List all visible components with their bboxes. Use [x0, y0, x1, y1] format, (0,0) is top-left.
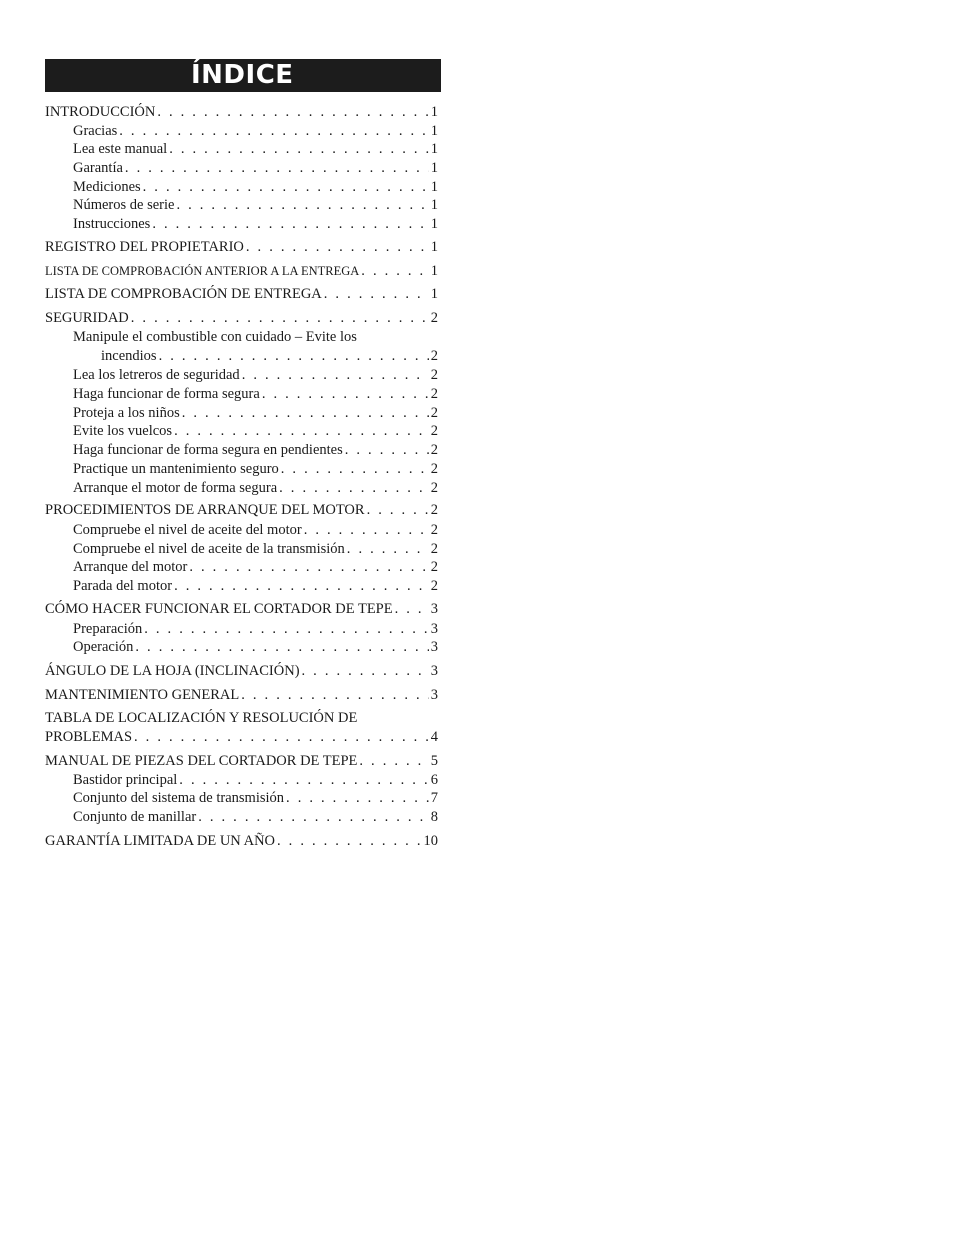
toc-entry[interactable] — [73, 521, 438, 540]
toc-label: Manipule el combustible con cuidado – Evite los — [73, 329, 357, 345]
toc-entry[interactable] — [73, 789, 438, 808]
toc-leader — [367, 501, 429, 520]
toc-label: Bastidor principal — [73, 772, 178, 788]
toc-leader — [304, 521, 429, 540]
toc-page: 1 — [430, 197, 438, 213]
toc-page: 3 — [430, 601, 438, 617]
toc-entry[interactable] — [73, 540, 438, 559]
toc-label: Parada del motor — [73, 578, 173, 594]
toc-label: REGISTRO DEL PROPIETARIO — [45, 239, 244, 255]
toc-label: CÓMO HACER FUNCIONAR EL CORTADOR DE TEPE — [45, 601, 393, 617]
toc-label: GARANTÍA LIMITADA DE UN AÑO — [45, 833, 276, 849]
toc-leader — [242, 366, 429, 385]
toc-leader — [345, 441, 429, 460]
toc-label: TABLA DE LOCALIZACIÓN Y RESOLUCIÓN DE — [45, 710, 358, 726]
toc-entry[interactable] — [45, 686, 438, 705]
toc-entry[interactable] — [73, 178, 438, 197]
toc-entry[interactable] — [73, 558, 438, 577]
toc-page: 3 — [430, 663, 438, 679]
toc-label: Haga funcionar de forma segura en pendientes — [73, 442, 343, 458]
toc-page: 2 — [430, 386, 438, 402]
toc-label: Preparación — [73, 621, 143, 637]
toc-entry[interactable] — [73, 159, 438, 178]
toc-leader — [241, 686, 429, 705]
toc-entry[interactable] — [73, 808, 438, 827]
toc-entry[interactable] — [73, 196, 438, 215]
toc-leader — [262, 385, 429, 404]
toc-entry[interactable] — [45, 832, 438, 851]
toc-leader — [182, 404, 429, 423]
toc-page: 2 — [430, 405, 438, 421]
toc-page: 2 — [430, 480, 438, 496]
toc-page: 2 — [430, 310, 438, 326]
toc-entry[interactable] — [73, 460, 438, 479]
toc-page: 1 — [430, 179, 438, 195]
toc-entry[interactable] — [73, 366, 438, 385]
toc-page: 8 — [430, 809, 438, 825]
toc-leader — [135, 638, 428, 657]
toc-page: 2 — [430, 442, 438, 458]
toc-page: 5 — [430, 753, 438, 769]
toc-leader — [361, 262, 428, 281]
toc-entry[interactable] — [45, 103, 438, 122]
toc-entry[interactable] — [45, 600, 438, 619]
toc-leader — [286, 789, 429, 808]
toc-page: 2 — [430, 578, 438, 594]
toc-leader — [143, 178, 429, 197]
toc-entry[interactable] — [73, 215, 438, 234]
toc-page: 1 — [430, 286, 438, 302]
toc-label: MANUAL DE PIEZAS DEL CORTADOR DE TEPE — [45, 753, 358, 769]
toc-label: Garantía — [73, 160, 123, 176]
toc-label: Lea los letreros de seguridad — [73, 367, 240, 383]
toc-leader — [131, 309, 429, 328]
toc-page: 1 — [430, 216, 438, 232]
toc-leader — [347, 540, 429, 559]
toc-label: Arranque del motor — [73, 559, 188, 575]
toc-entry[interactable] — [45, 238, 438, 257]
toc-label: Operación — [73, 639, 134, 655]
toc-leader — [281, 460, 429, 479]
toc-label: Mediciones — [73, 179, 141, 195]
toc-label: Haga funcionar de forma segura — [73, 386, 260, 402]
toc-page: 1 — [430, 239, 438, 255]
toc-leader — [279, 479, 429, 498]
toc-page: 2 — [430, 502, 438, 518]
toc-leader — [179, 771, 428, 790]
toc-leader — [198, 808, 429, 827]
toc-entry[interactable] — [73, 385, 438, 404]
toc-entry[interactable] — [45, 728, 438, 747]
toc-page: 1 — [430, 160, 438, 176]
toc-leader — [125, 159, 429, 178]
toc-leader — [359, 752, 428, 771]
toc-entry[interactable] — [73, 422, 438, 441]
toc-entry[interactable] — [73, 638, 438, 657]
toc-label: Evite los vuelcos — [73, 423, 173, 439]
toc-label: Conjunto del sistema de transmisión — [73, 790, 285, 806]
toc-entry[interactable] — [45, 752, 438, 771]
toc-label: Arranque el motor de forma segura — [73, 480, 278, 496]
toc-label: Conjunto de manillar — [73, 809, 197, 825]
toc-label: PROCEDIMIENTOS DE ARRANQUE DEL MOTOR — [45, 502, 365, 518]
toc-label: Compruebe el nivel de aceite de la transmisión — [73, 541, 345, 557]
toc-label: SEGURIDAD — [45, 310, 129, 326]
toc-label: MANTENIMIENTO GENERAL — [45, 687, 240, 703]
toc-label: Proteja a los niños — [73, 405, 180, 421]
toc-page: 6 — [430, 772, 438, 788]
toc-leader — [277, 832, 421, 851]
toc-label: PROBLEMAS — [45, 729, 133, 745]
toc-leader — [246, 238, 429, 257]
toc-leader — [152, 215, 428, 234]
toc-entry[interactable] — [73, 479, 438, 498]
toc-entry[interactable] — [45, 309, 438, 328]
toc-label: Lea este manual — [73, 141, 168, 157]
toc-entry[interactable] — [101, 347, 438, 366]
toc-page: 1 — [430, 141, 438, 157]
toc-page: 10 — [423, 833, 438, 849]
toc-leader — [134, 728, 429, 747]
toc-entry[interactable] — [73, 771, 438, 790]
toc-page: 1 — [430, 123, 438, 139]
toc-label: ÁNGULO DE LA HOJA (INCLINACIÓN) — [45, 663, 300, 679]
toc-label: incendios — [101, 348, 157, 364]
toc-leader — [119, 122, 428, 141]
toc-leader — [174, 422, 429, 441]
toc-page: 3 — [430, 687, 438, 703]
toc-entry[interactable] — [45, 501, 438, 520]
toc-leader — [157, 103, 428, 122]
toc-page: 2 — [430, 541, 438, 557]
toc-entry[interactable] — [73, 328, 438, 347]
toc-page: 2 — [430, 423, 438, 439]
toc-page: 2 — [430, 461, 438, 477]
toc-page: 1 — [430, 263, 438, 279]
toc-page: 2 — [430, 522, 438, 538]
toc-leader — [169, 140, 429, 159]
toc-label: LISTA DE COMPROBACIÓN DE ENTREGA — [45, 286, 322, 302]
toc-page: 1 — [430, 104, 438, 120]
toc-entry[interactable] — [45, 709, 438, 728]
toc-leader — [159, 347, 429, 366]
toc-entry[interactable] — [45, 285, 438, 304]
toc-leader — [144, 620, 429, 639]
toc-label: Practique un mantenimiento seguro — [73, 461, 279, 477]
toc-entry[interactable] — [45, 262, 438, 281]
toc-leader — [174, 577, 429, 596]
toc-leader — [395, 600, 429, 619]
toc-label: Gracias — [73, 123, 118, 139]
toc-page: 3 — [430, 639, 438, 655]
toc-page: 4 — [430, 729, 438, 745]
toc-entry[interactable] — [73, 441, 438, 460]
toc-label: INTRODUCCIÓN — [45, 104, 156, 120]
toc-entry[interactable] — [73, 404, 438, 423]
title-bar — [45, 59, 441, 92]
toc-entry[interactable] — [73, 577, 438, 596]
toc-page: 2 — [430, 559, 438, 575]
page-title: ÍNDICE — [191, 60, 294, 90]
toc-entry[interactable] — [45, 662, 438, 681]
toc-leader — [324, 285, 429, 304]
toc-label: Números de serie — [73, 197, 175, 213]
toc-leader — [189, 558, 428, 577]
toc-leader — [176, 196, 428, 215]
toc-entry[interactable] — [73, 140, 438, 159]
toc-page: 7 — [430, 790, 438, 806]
toc-label: Instrucciones — [73, 216, 151, 232]
toc-label: LISTA DE COMPROBACIÓN ANTERIOR A LA ENTREGA — [45, 264, 360, 278]
toc-label: Compruebe el nivel de aceite del motor — [73, 522, 302, 538]
toc-entry[interactable] — [73, 620, 438, 639]
toc-page: 3 — [430, 621, 438, 637]
toc-leader — [302, 662, 429, 681]
toc-page: 2 — [430, 348, 438, 364]
toc-page: 2 — [430, 367, 438, 383]
toc-entry[interactable] — [73, 122, 438, 141]
